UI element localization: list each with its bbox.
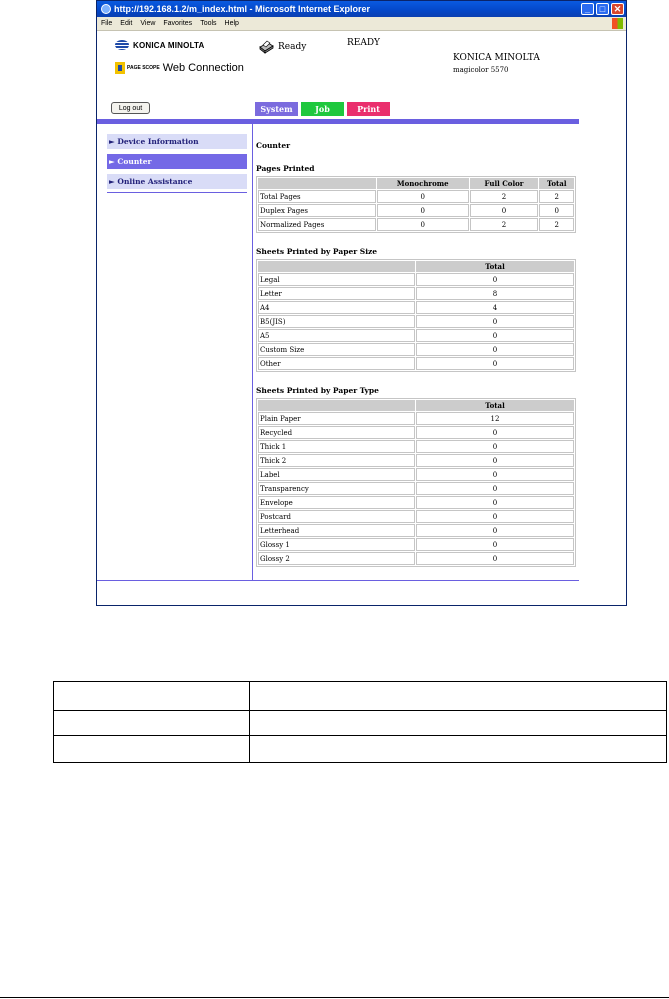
sidebar-divider xyxy=(107,192,247,193)
row-label: Transparency xyxy=(258,482,415,495)
row-label: Letterhead xyxy=(258,524,415,537)
column-header xyxy=(258,178,376,189)
paper-type-table xyxy=(256,398,576,567)
sidebar-item-counter[interactable] xyxy=(107,154,247,169)
cell-total: 0 xyxy=(416,524,574,537)
cell-monochrome: 0 xyxy=(377,218,469,231)
row-label: A4 xyxy=(258,301,415,314)
page-footer-rule xyxy=(0,997,669,998)
description-table-extra xyxy=(53,708,667,709)
maximize-button[interactable]: □ xyxy=(596,3,609,15)
arrow-right-icon: ► xyxy=(109,137,115,146)
model-name: magicolor 5570 xyxy=(453,66,509,74)
cell-total: 0 xyxy=(416,440,574,453)
cell-total: 0 xyxy=(416,357,574,370)
cell-full-color: 2 xyxy=(470,190,539,203)
menu-favorites[interactable]: Favorites xyxy=(163,20,193,27)
sidebar-item-label: Device Information xyxy=(117,137,199,146)
pagescope-logo xyxy=(115,62,244,74)
sidebar-item-device-information[interactable] xyxy=(107,134,247,149)
status-label: Ready xyxy=(278,42,307,52)
row-label: Plain Paper xyxy=(258,412,415,425)
column-header: Total xyxy=(416,400,574,411)
row-label: Recycled xyxy=(258,426,415,439)
table-row xyxy=(258,538,574,551)
printer-icon xyxy=(258,40,274,54)
cell-total: 12 xyxy=(416,412,574,425)
cell-total: 0 xyxy=(416,468,574,481)
table-row xyxy=(258,204,574,217)
row-label: Total Pages xyxy=(258,190,376,203)
column-header: Monochrome xyxy=(377,178,469,189)
footer-divider xyxy=(97,580,579,581)
status-text: READY xyxy=(347,38,381,48)
table-row-divider xyxy=(54,710,666,711)
cell-total: 8 xyxy=(416,287,574,300)
arrow-right-icon: ► xyxy=(109,157,115,166)
table-row xyxy=(258,218,574,231)
pages-printed-title: Pages Printed xyxy=(256,164,315,173)
table-row xyxy=(258,454,574,467)
printer-status xyxy=(258,40,306,54)
row-label: A5 xyxy=(258,329,415,342)
pagescope-icon xyxy=(115,62,125,74)
logout-button[interactable]: Log out xyxy=(111,102,150,114)
paper-type-title: Sheets Printed by Paper Type xyxy=(256,386,379,395)
page-content xyxy=(97,31,626,605)
cell-monochrome: 0 xyxy=(377,204,469,217)
pages-printed-table xyxy=(256,176,576,233)
sidebar-item-label: Counter xyxy=(117,157,152,166)
row-label: Glossy 2 xyxy=(258,552,415,565)
row-label: Duplex Pages xyxy=(258,204,376,217)
paper-size-title: Sheets Printed by Paper Size xyxy=(256,247,378,256)
row-label: Custom Size xyxy=(258,343,415,356)
cell-total: 0 xyxy=(416,510,574,523)
konica-minolta-globe-icon xyxy=(115,40,129,50)
cell-total: 0 xyxy=(416,343,574,356)
window-title: http://192.168.1.2/m_index.html - Microsoft Internet Explorer xyxy=(114,4,371,14)
row-label: Glossy 1 xyxy=(258,538,415,551)
column-header xyxy=(258,400,415,411)
cell-total: 0 xyxy=(416,482,574,495)
column-header: Total xyxy=(416,261,574,272)
header-divider xyxy=(97,119,579,124)
row-label: B5(JIS) xyxy=(258,315,415,328)
counter-panel xyxy=(256,133,578,567)
minimize-button[interactable]: _ xyxy=(581,3,594,15)
table-row-divider xyxy=(54,735,666,736)
tab-system[interactable]: System xyxy=(255,102,298,116)
column-header: Total xyxy=(539,178,574,189)
table-row xyxy=(258,440,574,453)
arrow-right-icon: ► xyxy=(109,177,115,186)
table-row xyxy=(258,412,574,425)
sidebar-item-label: Online Assistance xyxy=(117,177,193,186)
cell-full-color: 0 xyxy=(470,204,539,217)
table-row xyxy=(258,315,574,328)
row-label: Envelope xyxy=(258,496,415,509)
page-title: Counter xyxy=(256,141,291,150)
cell-total: 0 xyxy=(416,496,574,509)
cell-total: 2 xyxy=(539,190,574,203)
table-row xyxy=(258,496,574,509)
cell-full-color: 2 xyxy=(470,218,539,231)
table-row xyxy=(258,329,574,342)
tab-job[interactable]: Job xyxy=(301,102,344,116)
menu-tools[interactable]: Tools xyxy=(200,20,217,27)
description-table xyxy=(53,681,667,763)
row-label: Other xyxy=(258,357,415,370)
table-row xyxy=(258,468,574,481)
table-row xyxy=(258,343,574,356)
table-row xyxy=(258,510,574,523)
table-row xyxy=(258,190,574,203)
table-row xyxy=(258,426,574,439)
cell-monochrome: 0 xyxy=(377,190,469,203)
cell-total: 0 xyxy=(416,538,574,551)
device-model xyxy=(453,52,540,76)
main-tabs xyxy=(255,102,393,116)
internet-explorer-icon xyxy=(101,4,111,14)
column-header: Full Color xyxy=(470,178,539,189)
menu-view[interactable]: View xyxy=(140,20,156,27)
menu-bar xyxy=(97,17,626,31)
cell-total: 0 xyxy=(416,426,574,439)
paper-size-table xyxy=(256,259,576,372)
browser-window xyxy=(96,0,627,606)
tab-print[interactable]: Print xyxy=(347,102,390,116)
konica-minolta-logo xyxy=(115,40,205,50)
row-label: Thick 1 xyxy=(258,440,415,453)
table-row xyxy=(258,301,574,314)
cell-total: 4 xyxy=(416,301,574,314)
table-row xyxy=(258,357,574,370)
row-label: Letter xyxy=(258,287,415,300)
cell-total: 0 xyxy=(416,454,574,467)
web-connection-text: Web Connection xyxy=(162,62,244,74)
row-label: Normalized Pages xyxy=(258,218,376,231)
table-column-divider xyxy=(249,682,250,762)
column-header xyxy=(258,261,415,272)
row-label: Legal xyxy=(258,273,415,286)
menu-edit[interactable]: Edit xyxy=(120,20,133,27)
table-row xyxy=(258,482,574,495)
windows-logo-icon xyxy=(612,18,623,29)
sidebar xyxy=(107,134,247,193)
table-row xyxy=(258,524,574,537)
cell-total: 0 xyxy=(539,204,574,217)
content-divider xyxy=(252,124,253,580)
pagescope-text: PAGE SCOPE xyxy=(127,64,160,71)
sidebar-item-online-assistance[interactable] xyxy=(107,174,247,189)
cell-total: 2 xyxy=(539,218,574,231)
cell-total: 0 xyxy=(416,552,574,565)
table-row xyxy=(258,273,574,286)
menu-file[interactable]: File xyxy=(101,20,113,27)
cell-total: 0 xyxy=(416,329,574,342)
table-row xyxy=(258,287,574,300)
row-label: Postcard xyxy=(258,510,415,523)
close-button[interactable]: ✕ xyxy=(611,3,624,15)
brand-text: KONICA MINOLTA xyxy=(133,40,205,50)
title-bar[interactable] xyxy=(97,1,626,17)
cell-total: 0 xyxy=(416,273,574,286)
cell-total: 0 xyxy=(416,315,574,328)
menu-help[interactable]: Help xyxy=(224,20,239,27)
table-row xyxy=(258,552,574,565)
row-label: Label xyxy=(258,468,415,481)
model-brand: KONICA MINOLTA xyxy=(453,53,540,63)
row-label: Thick 2 xyxy=(258,454,415,467)
